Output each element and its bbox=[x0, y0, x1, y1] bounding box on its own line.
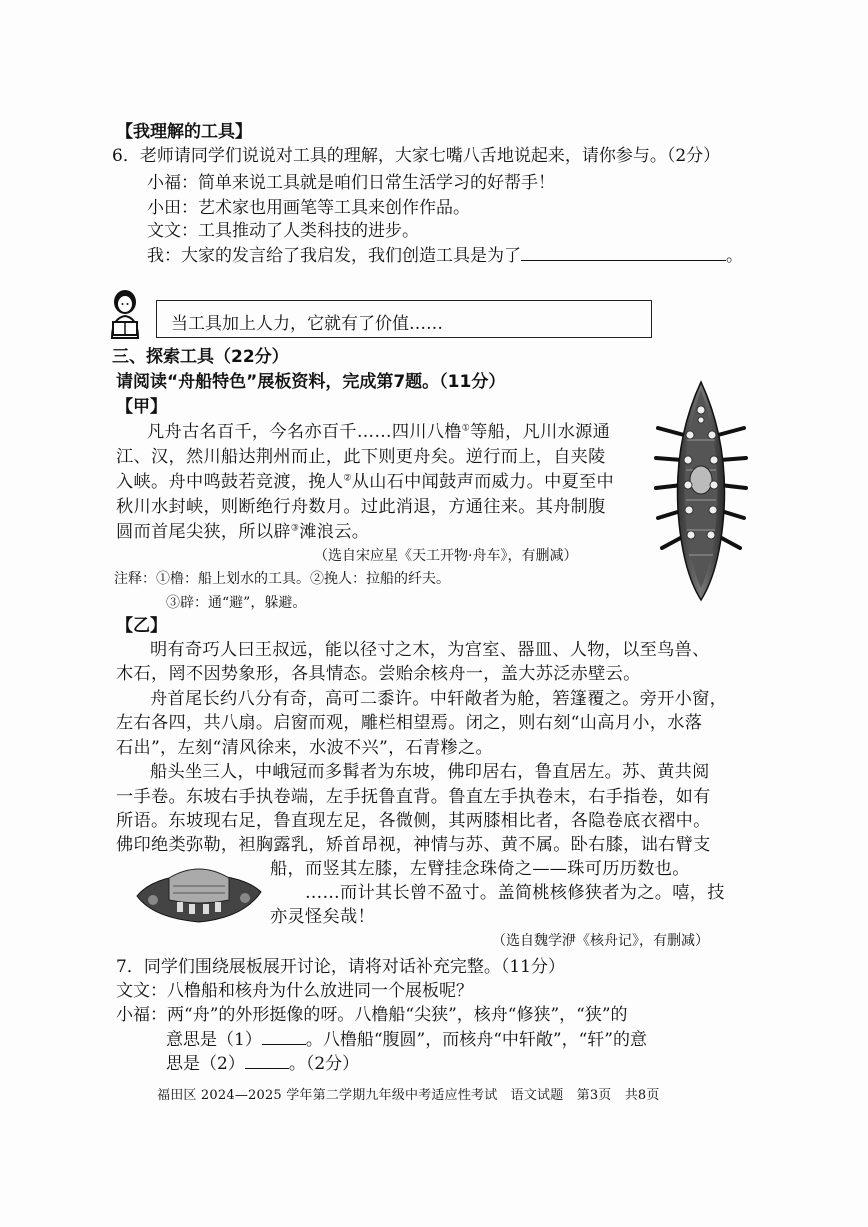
yi-line-2: 木石，罔不因势象形，各具情态。尝贻余核舟一，盖大苏泛赤壁云。 bbox=[116, 664, 641, 684]
jia-note-mark-1: ① bbox=[461, 423, 471, 434]
jia-line-1a: 凡舟古名百千，今名亦百千……四川八橹 bbox=[147, 422, 462, 442]
q7-answer-blank-2[interactable] bbox=[245, 1052, 289, 1069]
jia-line-5b: 滩浪云。 bbox=[299, 522, 370, 542]
jia-line-2: 江、汉，然川船达荆州而止，此下则更舟矣。逆行而上，自夹陵 bbox=[116, 447, 606, 467]
yi-line-10: 船，而竖其左膝，左臂挂念珠倚之——珠可历历数也。 bbox=[270, 859, 690, 879]
q7-line-3b: 。八橹船“腹圆”，而核舟“中轩敞”，“轩”的意 bbox=[305, 1030, 647, 1050]
q6-line-me bbox=[147, 244, 743, 267]
yi-line-1: 明有奇巧人曰王叔远，能以径寸之木，为宫室、器皿、人物，以至鸟兽、 bbox=[150, 640, 710, 660]
jia-line-4: 秋川水封峡，则断绝行舟数月。过此消退，方通往来。其舟制腹 bbox=[116, 497, 606, 517]
yi-line-12: 亦灵怪矣哉！ bbox=[270, 907, 375, 927]
reading-girl-icon bbox=[104, 288, 148, 340]
q6-line-me-end: 。 bbox=[726, 246, 743, 266]
yi-line-11: ……而计其长曾不盈寸。盖简桃核修狭者为之。嘻，技 bbox=[305, 883, 725, 903]
passage-yi-label: 【乙】 bbox=[116, 616, 167, 636]
jia-line-3a: 入峡。舟中鸣鼓若竞渡，挽人 bbox=[116, 472, 344, 492]
jia-line-3b: 从山石中闻鼓声而威力。中夏至中 bbox=[351, 472, 615, 492]
q7-stem: 7．同学们围绕展板展开讨论，请将对话补充完整。（11分） bbox=[116, 957, 565, 977]
yi-line-4: 左右各四，共八扇。启窗而观，雕栏相望焉。闭之，则右刻“山高月小，水落 bbox=[116, 713, 703, 733]
yi-line-9: 佛印绝类弥勒，袒胸露乳，矫首昂视，神情与苏、黄不属。卧右膝，诎右臂支 bbox=[116, 835, 711, 855]
jia-line-1b: 等船，凡川水源通 bbox=[470, 422, 611, 442]
jia-notes-line-2: ③辟：通“避”，躲避。 bbox=[166, 595, 307, 611]
tool-value-banner bbox=[156, 300, 652, 338]
passage-jia-label: 【甲】 bbox=[116, 397, 167, 417]
jia-line-3 bbox=[116, 471, 614, 493]
jia-notes-line-1: 注释：①橹：船上划水的工具。②挽人：拉船的纤夫。 bbox=[114, 571, 450, 587]
jia-note-mark-2: ② bbox=[343, 473, 352, 484]
q6-line-xiaotian: 小田：艺术家也用画笔等工具来创作作品。 bbox=[147, 198, 470, 218]
banner-text: 当工具加上人力，它就有了价值…… bbox=[171, 314, 443, 334]
reading-instruction: 请阅读“舟船特色”展板资料，完成第7题。（11分） bbox=[116, 372, 506, 392]
q6-line-me-text: 我：大家的发言给了我启发，我们创造工具是为了 bbox=[147, 246, 521, 266]
q6-line-xiaofu: 小福：简单来说工具就是咱们日常生活学习的好帮手！ bbox=[147, 173, 555, 193]
q6-line-wenwen: 文文：工具推动了人类科技的进步。 bbox=[147, 221, 419, 241]
yi-line-3: 舟首尾长约八分有奇，高可二黍许。中轩敞者为舱，箬篷覆之。旁开小窗， bbox=[150, 689, 728, 709]
yi-line-8: 所语。东坡现右足，鲁直现左足，各微侧，其两膝相比者，各隐卷底衣褶中。 bbox=[116, 811, 711, 831]
q7-line-3a: 意思是（1） bbox=[166, 1030, 262, 1050]
q7-line-wenwen: 文文：八橹船和核舟为什么放进同一个展板呢？ bbox=[116, 981, 473, 1001]
jia-line-5a: 圆而首尾尖狭，所以辟 bbox=[116, 522, 291, 542]
eight-oar-boat-image bbox=[654, 380, 748, 602]
q7-line-4a: 思是（2） bbox=[166, 1054, 245, 1074]
section-heading-understand: 【我理解的工具】 bbox=[116, 122, 252, 142]
page-footer: 福田区 2024—2025 学年第二学期九年级中考适应性考试 语文试题 第3页 共8页 bbox=[157, 1088, 660, 1103]
q6-answer-blank[interactable] bbox=[521, 244, 726, 261]
jia-source: （选自宋应星《天工开物·舟车》，有删减） bbox=[314, 548, 578, 564]
jia-note-mark-3: ③ bbox=[290, 523, 300, 534]
yi-source: （选自魏学洢《核舟记》，有删减） bbox=[492, 933, 709, 949]
q7-line-4b: 。（2分） bbox=[288, 1054, 360, 1074]
jia-line-1 bbox=[147, 421, 610, 443]
jia-line-5 bbox=[116, 521, 369, 543]
walnut-boat-carving-image bbox=[133, 856, 265, 926]
yi-line-7: 一手卷。东坡右手执卷端，左手抚鲁直背。鲁直左手执卷末，右手指卷，如有 bbox=[116, 787, 711, 807]
q7-line-3 bbox=[166, 1028, 647, 1051]
q6-stem: 6．老师请同学们说说对工具的理解，大家七嘴八舌地说起来，请你参与。（2分） bbox=[112, 146, 721, 166]
q7-line-4 bbox=[166, 1052, 359, 1075]
section-3-heading: 三、探索工具（22分） bbox=[112, 347, 289, 367]
yi-line-5: 石出”，左刻“清风徐来，水波不兴”，石青糁之。 bbox=[116, 738, 494, 758]
q7-line-xiaofu: 小福：两“舟”的外形挺像的呀。八橹船“尖狭”，核舟“修狭”，“狭”的 bbox=[116, 1005, 628, 1025]
yi-line-6: 船头坐三人，中峨冠而多髯者为东坡，佛印居右，鲁直居左。苏、黄共阅 bbox=[150, 762, 710, 782]
q7-answer-blank-1[interactable] bbox=[262, 1028, 306, 1045]
